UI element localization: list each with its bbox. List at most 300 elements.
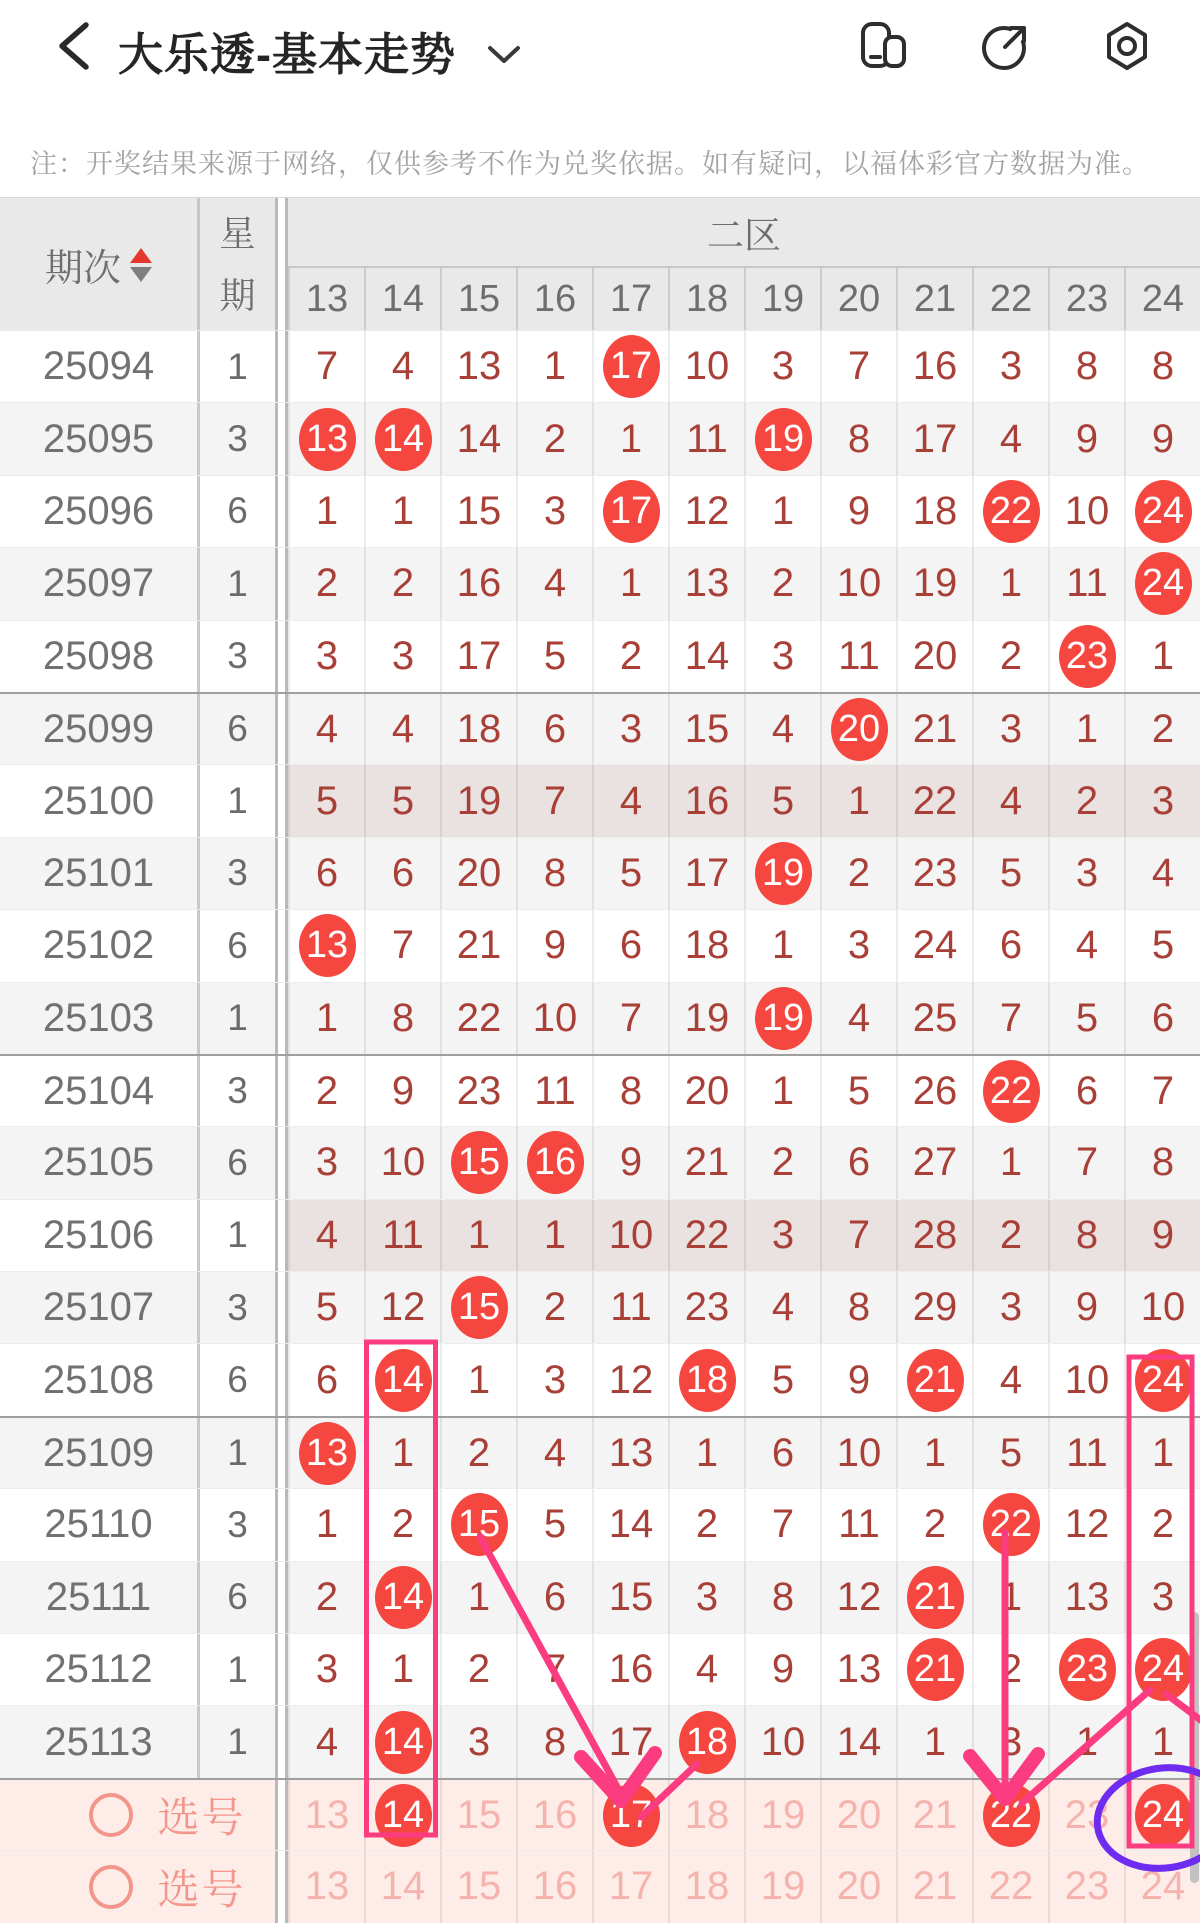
- hit-badge: 15: [451, 1131, 508, 1194]
- dropdown-caret-icon[interactable]: [486, 45, 522, 65]
- trend-cell-col24: [1124, 1634, 1200, 1705]
- trend-cell-col16: 3: [516, 476, 592, 547]
- trend-cell-col23: 7: [1048, 1127, 1124, 1198]
- trend-cell-col13: [288, 1418, 364, 1488]
- trend-cell-col14: 2: [364, 548, 440, 619]
- trend-cell-col21: 23: [896, 838, 972, 909]
- period-cell: 25106: [0, 1200, 200, 1271]
- trend-cell-col24: 3: [1124, 1562, 1200, 1633]
- trend-cell-col22: 1: [972, 548, 1048, 619]
- trend-cell-col14: 10: [364, 1127, 440, 1198]
- trend-cell-col20: 3: [820, 910, 896, 981]
- table-row-25109: [0, 1416, 1200, 1488]
- trend-cell-col18: 11: [668, 403, 744, 474]
- trend-cell-col13: 3: [288, 1127, 364, 1198]
- table-row-25102: [0, 909, 1200, 981]
- trend-cell-col16: 2: [516, 1272, 592, 1343]
- weekday-cell: 6: [227, 1359, 248, 1401]
- trend-cell-col14: 6: [364, 838, 440, 909]
- trend-cell-col21[interactable]: 21: [896, 1780, 972, 1850]
- trend-cell-col14: [364, 1706, 440, 1777]
- column-divider: [275, 1272, 288, 1343]
- trend-cell-col17: 5: [592, 838, 668, 909]
- trend-cell-col19: 9: [744, 1634, 820, 1705]
- trend-cell-col24: 2: [1124, 694, 1200, 764]
- column-divider: [275, 1127, 288, 1198]
- settings-nut-icon[interactable]: [1102, 20, 1152, 72]
- trend-cell-col17: 10: [592, 1200, 668, 1271]
- trend-cell-col13: 1: [288, 983, 364, 1054]
- trend-cell-col15: 1: [440, 1344, 516, 1415]
- trend-cell-col22: 4: [972, 403, 1048, 474]
- trend-cell-col21: 19: [896, 548, 972, 619]
- trend-cell-col23: 10: [1048, 1344, 1124, 1415]
- weekday-cell: 3: [227, 1286, 248, 1328]
- hit-badge: 19: [755, 408, 812, 471]
- table-row-25105: [0, 1126, 1200, 1198]
- weekday-cell: 3: [227, 852, 248, 894]
- trend-cell-col19[interactable]: 19: [744, 1851, 820, 1922]
- trend-cell-col14[interactable]: 14: [364, 1851, 440, 1922]
- trend-cell-col19: 1: [744, 1056, 820, 1126]
- column-divider: [275, 198, 288, 331]
- weekday-cell: 6: [227, 1576, 248, 1618]
- trend-cell-col19: 2: [744, 548, 820, 619]
- hit-badge: 24: [1135, 1784, 1192, 1847]
- trend-cell-col24[interactable]: [1124, 1780, 1200, 1850]
- trend-cell-col13: 4: [288, 1200, 364, 1271]
- column-header-13: 13: [288, 268, 364, 331]
- trend-cell-col20: 9: [820, 1344, 896, 1415]
- trend-cell-col13: 4: [288, 694, 364, 764]
- trend-cell-col22: 5: [972, 838, 1048, 909]
- hit-badge: 21: [907, 1638, 964, 1701]
- trend-cell-col17: [592, 476, 668, 547]
- hit-badge: 14: [375, 1566, 432, 1629]
- trend-cell-col20[interactable]: 20: [820, 1780, 896, 1850]
- trend-cell-col24: 1: [1124, 1418, 1200, 1488]
- trend-cell-col23: [1048, 1634, 1124, 1705]
- hit-badge: 24: [1135, 480, 1192, 543]
- trend-cell-col16: 1: [516, 331, 592, 402]
- weekday-cell: 1: [227, 780, 248, 822]
- trend-cell-col19: 3: [744, 1200, 820, 1271]
- hit-badge: 23: [1059, 1638, 1116, 1701]
- column-header-23: 23: [1048, 268, 1124, 331]
- trend-cell-col13[interactable]: 13: [288, 1851, 364, 1922]
- trend-cell-col16: 2: [516, 403, 592, 474]
- weekday-cell: 3: [227, 1070, 248, 1112]
- column-header-20: 20: [820, 268, 896, 331]
- trend-cell-col22: 3: [972, 694, 1048, 764]
- trend-cell-col19[interactable]: 19: [744, 1780, 820, 1850]
- column-divider: [275, 403, 288, 474]
- trend-cell-col13: 1: [288, 476, 364, 547]
- trend-cell-col22: 4: [972, 765, 1048, 836]
- weekday-cell: 6: [227, 490, 248, 532]
- trend-cell-col18: 12: [668, 476, 744, 547]
- column-divider: [275, 1780, 288, 1850]
- trend-cell-col18: 1: [668, 1418, 744, 1488]
- trend-cell-col19: 5: [744, 765, 820, 836]
- trend-cell-col15: 21: [440, 910, 516, 981]
- table-row-25098: [0, 620, 1200, 692]
- trend-cell-col17: 7: [592, 983, 668, 1054]
- trend-cell-col17: 2: [592, 621, 668, 692]
- period-cell: 25097: [0, 548, 200, 619]
- table-row-25110: [0, 1488, 1200, 1560]
- column-header-16: 16: [516, 268, 592, 331]
- trend-cell-col14: 4: [364, 331, 440, 402]
- trend-cell-col15[interactable]: 15: [440, 1780, 516, 1850]
- trend-cell-col16: 9: [516, 910, 592, 981]
- trend-cell-col23: [1048, 621, 1124, 692]
- trend-cell-col18: 18: [668, 910, 744, 981]
- trend-cell-col20: 2: [820, 838, 896, 909]
- trend-cell-col23: 6: [1048, 1056, 1124, 1126]
- trend-cell-col22: 7: [972, 983, 1048, 1054]
- trend-cell-col19: 2: [744, 1127, 820, 1198]
- trend-cell-col14: 1: [364, 1634, 440, 1705]
- weekday-cell: 3: [227, 418, 248, 460]
- trend-cell-col22: 4: [972, 1344, 1048, 1415]
- trend-cell-col22: 2: [972, 1634, 1048, 1705]
- trend-cell-col15: 2: [440, 1418, 516, 1488]
- trend-cell-col21: 18: [896, 476, 972, 547]
- period-cell: 25096: [0, 476, 200, 547]
- trend-cell-col18: [668, 1706, 744, 1777]
- trend-cell-col19: [744, 403, 820, 474]
- trend-cell-col18[interactable]: 18: [668, 1851, 744, 1922]
- select-number-row-1: [0, 1778, 1200, 1850]
- trend-cell-col19: 4: [744, 1272, 820, 1343]
- trend-cell-col15: [440, 1489, 516, 1560]
- table-row-25101: [0, 837, 1200, 909]
- period-cell: 25095: [0, 403, 200, 474]
- column-divider: [275, 1706, 288, 1777]
- trend-cell-col16: 6: [516, 1562, 592, 1633]
- trend-cell-col20: 11: [820, 1489, 896, 1560]
- trend-cell-col15: 17: [440, 621, 516, 692]
- trend-cell-col19: 7: [744, 1489, 820, 1560]
- trend-cell-col15: 15: [440, 476, 516, 547]
- trend-cell-col23: 1: [1048, 1706, 1124, 1777]
- table-row-25096: [0, 475, 1200, 547]
- trend-cell-col17: 3: [592, 694, 668, 764]
- column-header-15: 15: [440, 268, 516, 331]
- period-cell: 25098: [0, 621, 200, 692]
- period-cell: 25112: [0, 1634, 200, 1705]
- trend-cell-col21: 26: [896, 1056, 972, 1126]
- period-cell: 25102: [0, 910, 200, 981]
- column-divider: [275, 476, 288, 547]
- trend-cell-col21: [896, 1634, 972, 1705]
- hit-badge: 18: [679, 1349, 736, 1412]
- weekday-cell: 1: [227, 562, 248, 604]
- trend-cell-col14[interactable]: [364, 1780, 440, 1850]
- hit-badge: 17: [603, 480, 660, 543]
- trend-cell-col14: 9: [364, 1056, 440, 1126]
- trend-cell-col16: 7: [516, 1634, 592, 1705]
- trend-cell-col18: 23: [668, 1272, 744, 1343]
- column-divider: [275, 1851, 288, 1922]
- trend-cell-col16: 4: [516, 548, 592, 619]
- trend-table-body: [0, 330, 1200, 1923]
- trend-cell-col17[interactable]: 17: [592, 1851, 668, 1922]
- trend-cell-col15: 1: [440, 1562, 516, 1633]
- trend-cell-col24: 2: [1124, 1489, 1200, 1560]
- trend-cell-col20: 13: [820, 1634, 896, 1705]
- trend-cell-col16: 8: [516, 1706, 592, 1777]
- trend-cell-col17[interactable]: [592, 1780, 668, 1850]
- trend-cell-col24: [1124, 476, 1200, 547]
- trend-cell-col23[interactable]: 23: [1048, 1780, 1124, 1850]
- radio-unchecked-icon[interactable]: [89, 1865, 133, 1909]
- weekday-header-cell: [200, 198, 275, 331]
- trend-cell-col23: 12: [1048, 1489, 1124, 1560]
- trend-cell-col18: 4: [668, 1634, 744, 1705]
- trend-cell-col24[interactable]: 24: [1124, 1851, 1200, 1922]
- zone-header-label: 二区: [288, 198, 1200, 268]
- trend-cell-col13: 5: [288, 765, 364, 836]
- weekday-cell: 1: [227, 997, 248, 1039]
- trend-cell-col14: [364, 1562, 440, 1633]
- column-header-18: 18: [668, 268, 744, 331]
- trend-cell-col20: 7: [820, 331, 896, 402]
- trend-cell-col22[interactable]: [972, 1780, 1048, 1850]
- hit-badge: 15: [451, 1276, 508, 1339]
- column-header-19: 19: [744, 268, 820, 331]
- column-header-17: 17: [592, 268, 668, 331]
- trend-cell-col19: 1: [744, 910, 820, 981]
- vertical-scrollbar[interactable]: [1190, 1612, 1199, 1883]
- trend-cell-col18[interactable]: 18: [668, 1780, 744, 1850]
- trend-cell-col19: 3: [744, 331, 820, 402]
- trend-cell-col19: 10: [744, 1706, 820, 1777]
- trend-cell-col22: 5: [972, 1418, 1048, 1488]
- trend-cell-col14: 3: [364, 621, 440, 692]
- hit-badge: 13: [299, 914, 356, 977]
- trend-cell-col20: [820, 694, 896, 764]
- trend-cell-col16: 6: [516, 694, 592, 764]
- trend-cell-col20[interactable]: 20: [820, 1851, 896, 1922]
- trend-cell-col13: 3: [288, 621, 364, 692]
- trend-cell-col20: 8: [820, 403, 896, 474]
- trend-cell-col22: 2: [972, 1200, 1048, 1271]
- hit-badge: 22: [983, 1493, 1040, 1556]
- trend-cell-col15: 2: [440, 1634, 516, 1705]
- trend-cell-col14: 5: [364, 765, 440, 836]
- trend-cell-col15: 13: [440, 331, 516, 402]
- trend-cell-col13: [288, 910, 364, 981]
- weekday-cell: 6: [227, 1141, 248, 1183]
- trend-cell-col18: 16: [668, 765, 744, 836]
- trend-cell-col21: 22: [896, 765, 972, 836]
- trend-cell-col17: 1: [592, 403, 668, 474]
- trend-cell-col21: 24: [896, 910, 972, 981]
- radio-unchecked-icon[interactable]: [89, 1793, 133, 1837]
- trend-cell-col24: 8: [1124, 1127, 1200, 1198]
- trend-cell-col20: 10: [820, 548, 896, 619]
- trend-cell-col16: 7: [516, 765, 592, 836]
- trend-cell-col16: 1: [516, 1200, 592, 1271]
- trend-cell-col18: 17: [668, 838, 744, 909]
- hit-badge: 19: [755, 842, 812, 905]
- trend-cell-col19: 4: [744, 694, 820, 764]
- trend-cell-col23: 8: [1048, 1200, 1124, 1271]
- trend-cell-col21: 21: [896, 694, 972, 764]
- trend-cell-col18: [668, 1344, 744, 1415]
- trend-cell-col21: 17: [896, 403, 972, 474]
- trend-cell-col23: 9: [1048, 403, 1124, 474]
- column-header-22: 22: [972, 268, 1048, 331]
- hit-badge: 24: [1135, 1638, 1192, 1701]
- hit-badge: 13: [299, 1422, 356, 1485]
- weekday-cell: 1: [227, 345, 248, 387]
- trend-cell-col13: 6: [288, 1344, 364, 1415]
- trend-cell-col14: 1: [364, 476, 440, 547]
- column-divider: [275, 1489, 288, 1560]
- trend-cell-col16: 10: [516, 983, 592, 1054]
- column-header-21: 21: [896, 268, 972, 331]
- trend-cell-col15[interactable]: 15: [440, 1851, 516, 1922]
- trend-cell-col16: 3: [516, 1344, 592, 1415]
- trend-cell-col14: [364, 403, 440, 474]
- table-row-25112: [0, 1633, 1200, 1705]
- trend-cell-col23: 11: [1048, 548, 1124, 619]
- trend-cell-col15: [440, 1272, 516, 1343]
- trend-cell-col24: 9: [1124, 403, 1200, 474]
- trend-cell-col23[interactable]: 23: [1048, 1851, 1124, 1922]
- hit-badge: 14: [375, 1711, 432, 1774]
- trend-cell-col21: 2: [896, 1489, 972, 1560]
- weekday-cell: 1: [227, 1214, 248, 1256]
- trend-cell-col17: 1: [592, 548, 668, 619]
- trend-cell-col23: 5: [1048, 983, 1124, 1054]
- trend-cell-col18: 19: [668, 983, 744, 1054]
- trend-cell-col21[interactable]: 21: [896, 1851, 972, 1922]
- trend-cell-col20: 5: [820, 1056, 896, 1126]
- trend-cell-col14: 1: [364, 1418, 440, 1488]
- trend-cell-col24: 4: [1124, 838, 1200, 909]
- period-cell: 25107: [0, 1272, 200, 1343]
- trend-cell-col19: 1: [744, 476, 820, 547]
- column-header-24: 24: [1124, 268, 1200, 331]
- disclaimer-text: 注：开奖结果来源于网络，仅供参考不作为兑奖依据。如有疑问，以福体彩官方数据为准。: [30, 149, 1150, 179]
- trend-cell-col21: 16: [896, 331, 972, 402]
- trend-cell-col13: 2: [288, 1562, 364, 1633]
- trend-cell-col21: 25: [896, 983, 972, 1054]
- column-divider: [275, 1634, 288, 1705]
- trend-cell-col20: 9: [820, 476, 896, 547]
- table-row-25095: [0, 402, 1200, 474]
- hit-badge: 15: [451, 1493, 508, 1556]
- period-cell: 25101: [0, 838, 200, 909]
- trend-cell-col24: 10: [1124, 1272, 1200, 1343]
- trend-cell-col21: 1: [896, 1706, 972, 1777]
- trend-cell-col22: [972, 476, 1048, 547]
- trend-cell-col18: 10: [668, 331, 744, 402]
- trend-cell-col22[interactable]: 22: [972, 1851, 1048, 1922]
- weekday-header-label: 星期: [219, 213, 256, 316]
- trend-cell-col22: 3: [972, 1706, 1048, 1777]
- hit-badge: 22: [983, 480, 1040, 543]
- trend-cell-col13: 2: [288, 1056, 364, 1126]
- period-cell: 25103: [0, 983, 200, 1054]
- hit-badge: 14: [375, 1784, 432, 1847]
- trend-cell-col16: 8: [516, 838, 592, 909]
- trend-cell-col14: 4: [364, 694, 440, 764]
- hit-badge: 17: [603, 335, 660, 398]
- trend-cell-col17: 6: [592, 910, 668, 981]
- table-row-25107: [0, 1271, 1200, 1343]
- hit-badge: 21: [907, 1349, 964, 1412]
- trend-cell-col21: [896, 1344, 972, 1415]
- trend-cell-col19: 3: [744, 621, 820, 692]
- table-row-25106: [0, 1199, 1200, 1271]
- trend-cell-col21: 20: [896, 621, 972, 692]
- hit-badge: 13: [299, 408, 356, 471]
- back-icon[interactable]: [52, 20, 96, 72]
- column-divider: [275, 331, 288, 402]
- trend-cell-col15: 16: [440, 548, 516, 619]
- hit-badge: 16: [527, 1131, 584, 1194]
- period-cell: 25109: [0, 1418, 200, 1488]
- period-header-cell[interactable]: [0, 198, 200, 331]
- trend-cell-col16: 5: [516, 621, 592, 692]
- trend-cell-col13: 6: [288, 838, 364, 909]
- trend-cell-col17: 14: [592, 1489, 668, 1560]
- sort-down-icon: [130, 267, 152, 282]
- multiwindow-icon[interactable]: [858, 20, 908, 72]
- weekday-cell: 1: [227, 1721, 248, 1763]
- period-cell: 25094: [0, 331, 200, 402]
- trend-cell-col13[interactable]: 13: [288, 1780, 364, 1850]
- trend-cell-col24: 9: [1124, 1200, 1200, 1271]
- share-icon[interactable]: [979, 20, 1031, 72]
- trend-cell-col17: 11: [592, 1272, 668, 1343]
- topbar-actions: [858, 20, 1152, 72]
- trend-cell-col19: 5: [744, 1344, 820, 1415]
- trend-cell-col16: [516, 1127, 592, 1198]
- trend-cell-col16[interactable]: 16: [516, 1780, 592, 1850]
- trend-cell-col18: 21: [668, 1127, 744, 1198]
- trend-cell-col18: 22: [668, 1200, 744, 1271]
- trend-cell-col23: 1: [1048, 694, 1124, 764]
- trend-cell-col13: 4: [288, 1706, 364, 1777]
- trend-cell-col22: 3: [972, 331, 1048, 402]
- hit-badge: 19: [755, 987, 812, 1050]
- trend-cell-col16[interactable]: 16: [516, 1851, 592, 1922]
- trend-cell-col14: 2: [364, 1489, 440, 1560]
- trend-cell-col18: 13: [668, 548, 744, 619]
- trend-cell-col14: 12: [364, 1272, 440, 1343]
- column-divider: [275, 694, 288, 764]
- trend-cell-col17: [592, 331, 668, 402]
- trend-cell-col24: 1: [1124, 1706, 1200, 1777]
- trend-cell-col23: 10: [1048, 476, 1124, 547]
- trend-cell-col22: 1: [972, 1562, 1048, 1633]
- trend-cell-col19: [744, 838, 820, 909]
- trend-cell-col20: 6: [820, 1127, 896, 1198]
- trend-cell-col21: 28: [896, 1200, 972, 1271]
- trend-cell-col20: 14: [820, 1706, 896, 1777]
- period-header-label: 期次: [44, 248, 121, 290]
- trend-cell-col18: 3: [668, 1562, 744, 1633]
- trend-cell-col24: 7: [1124, 1056, 1200, 1126]
- trend-cell-col22: [972, 1489, 1048, 1560]
- trend-cell-col20: 11: [820, 621, 896, 692]
